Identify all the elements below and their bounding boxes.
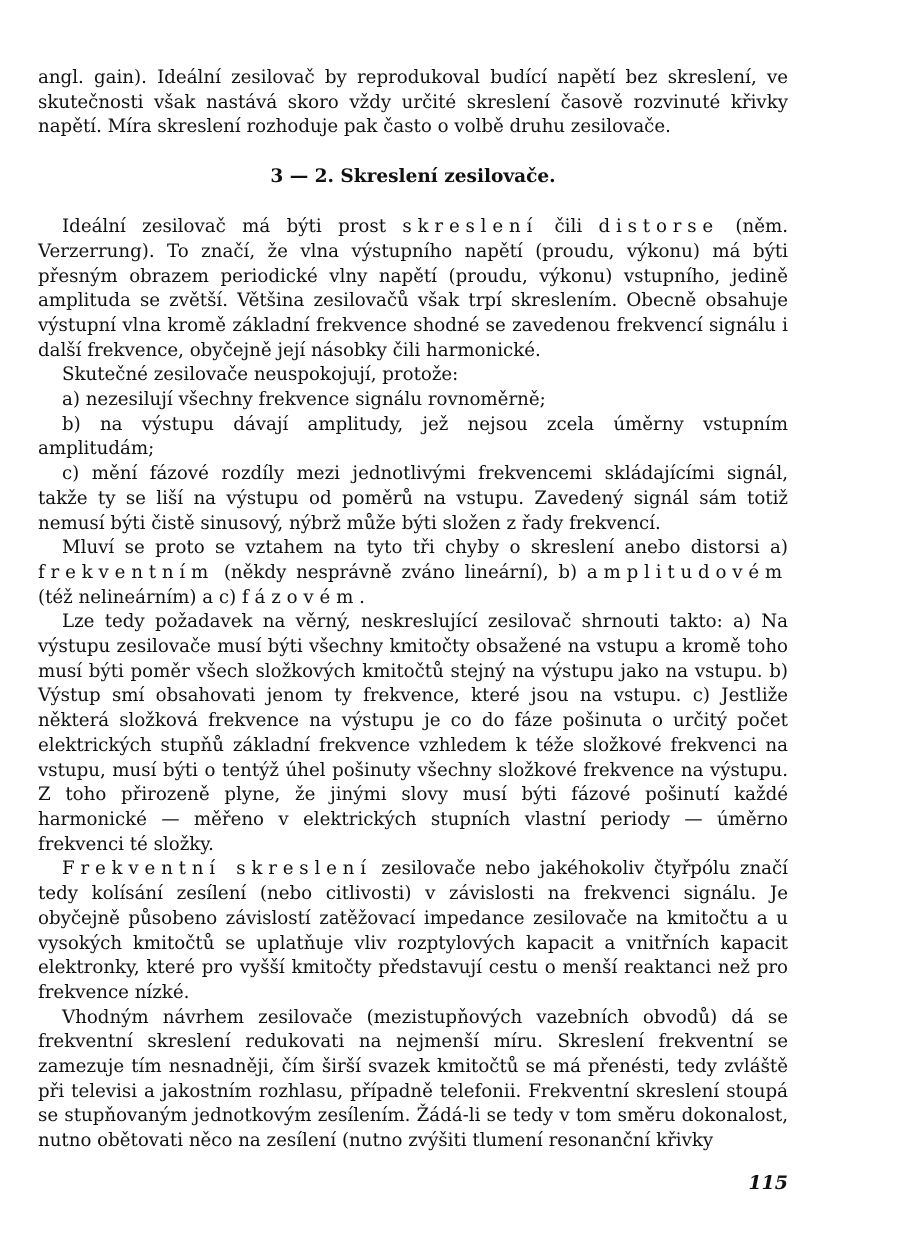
p1-text-c: (něm. Verzerrung). To značí, že vlna výstupního napětí (proudu, výkonu) má býti přesným obrazem periodické vlny napětí (proudu, výkonu) vstupního, jedině amplituda se zvětší. Většina zesilovačů však trpí skreslením. Obecně obsahuje výstupní vlna kromě základní frekvence shodné se zavedenou frekvencí signálu i další frekvence, obyčejně její násobky čili harmonické. [38,216,788,361]
spaced-term-frekventnim: frekventním [38,561,215,583]
spaced-term-fazovem: fázovém [242,586,360,608]
list-item-a: a) nezesilují všechny frekvence signálu rovnoměrně; [62,389,546,411]
paragraph-three-errors [38,536,788,610]
p1-text-b: čili [538,216,599,238]
spaced-term-distorse: distorse [598,216,719,238]
p3-text-a: Mluví se proto se vztahem na tyto tři chyby o skreslení anebo distorsi a) [62,537,788,559]
spaced-term-frekventni-skresleni: Frekventní skreslení [62,858,372,880]
p3-text-c: (též nelineárním) a c) [38,586,242,608]
list-item-b: b) na výstupu dávají amplitudy, jež nejsou zcela úměrny vstupním amplitudám; [38,413,788,460]
intro-paragraph: angl. gain). Ideální zesilovač by reprodukoval budící napětí bez skreslení, ve skutečnosti však nastává skoro vždy určité skreslení časově rozvinuté křivky napětí. Míra skreslení rozhoduje pak často o volbě druhu zesilovače. [38,67,788,138]
p3-text-d: . [359,586,365,608]
paragraph-design: Vhodným návrhem zesilovače (mezistupňových vazebních obvodů) dá se frekventní skreslení redukovati na nejmenší míru. Skreslení frekventní se zamezuje tím nesnadněji, čím širší svazek kmitočtů se má přenésti, tedy zvláště při televisi a jakostním rozhlasu, případně telefonii. Frekventní skreslení stoupá se stupňovaným jednotkovým zesílením. Žádá-li se tedy v tom směru dokonalost, nutno obětovati něco na zesílení (nutno zvýšiti tlumení resonanční křivky [38,1006,788,1152]
spaced-term-skresleni: skreslení [402,216,539,238]
spaced-term-amplitudovem: amplitudovém [586,561,788,583]
paragraph-requirements: Lze tedy požadavek na věrný, neskreslující zesilovač shrnouti takto: a) Na výstupu zesilovače musí býti všechny kmitočty obsažené na vstupu a kromě toho musí býti poměr všech složkových kmitočtů stejný na výstupu jako na vstupu. b) Výstup smí obsahovati jenom ty frekvence, které jsou na vstupu. c) Jestliže některá složková frekvence na výstupu je co do fáze pošinuta o určitý počet elektrických stupňů základní frekvence vzhledem k téže složkové frekvenci na vstupu, musí býti o tentýž úhel pošinuty všechny složkové frekvence na výstupu. Z toho přirozeně plyne, že jinými slovy musí býti fázové pošinutí každé harmonické — měřeno v elektrických stupních vlastní periody — úměrno frekvenci té složky. [38,611,788,855]
list-item-c: c) mění fázové rozdíly mezi jednotlivými frekvencemi skládajícími signál, takže ty se liší na výstupu od poměrů na vstupu. Zavedený signál sám totiž nemusí býti čistě sinusový, nýbrž může býti složen z řady frekvencí. [38,463,788,534]
section-heading: 3 — 2. Skreslení zesilovače. [270,166,556,188]
page-number: 115 [748,1172,788,1194]
paragraph-frequency-distortion [38,857,788,1005]
paragraph-reasons: Skutečné zesilovače neuspokojují, protože: [62,364,459,386]
p1-text-a: Ideální zesilovač má býti prost [62,216,403,238]
p5-text-a: zesilovače nebo jakéhokoliv čtyřpólu značí tedy kolísání zesílení (nebo citlivosti) v závislosti na frekvenci signálu. Je obyčejně působeno závislostí zatěžovací impedance zesilovače na kmitočtu a u vysokých kmitočtů se uplatňuje vliv rozptylových kapacit a vnitřních kapacit elektronky, které pro vyšší kmitočty představují cestu o menší reaktanci než pro frekvence nízké. [38,858,788,1003]
paragraph-distortion-definition [38,215,788,363]
p3-text-b: (někdy nesprávně zváno lineární), b) [214,561,587,583]
